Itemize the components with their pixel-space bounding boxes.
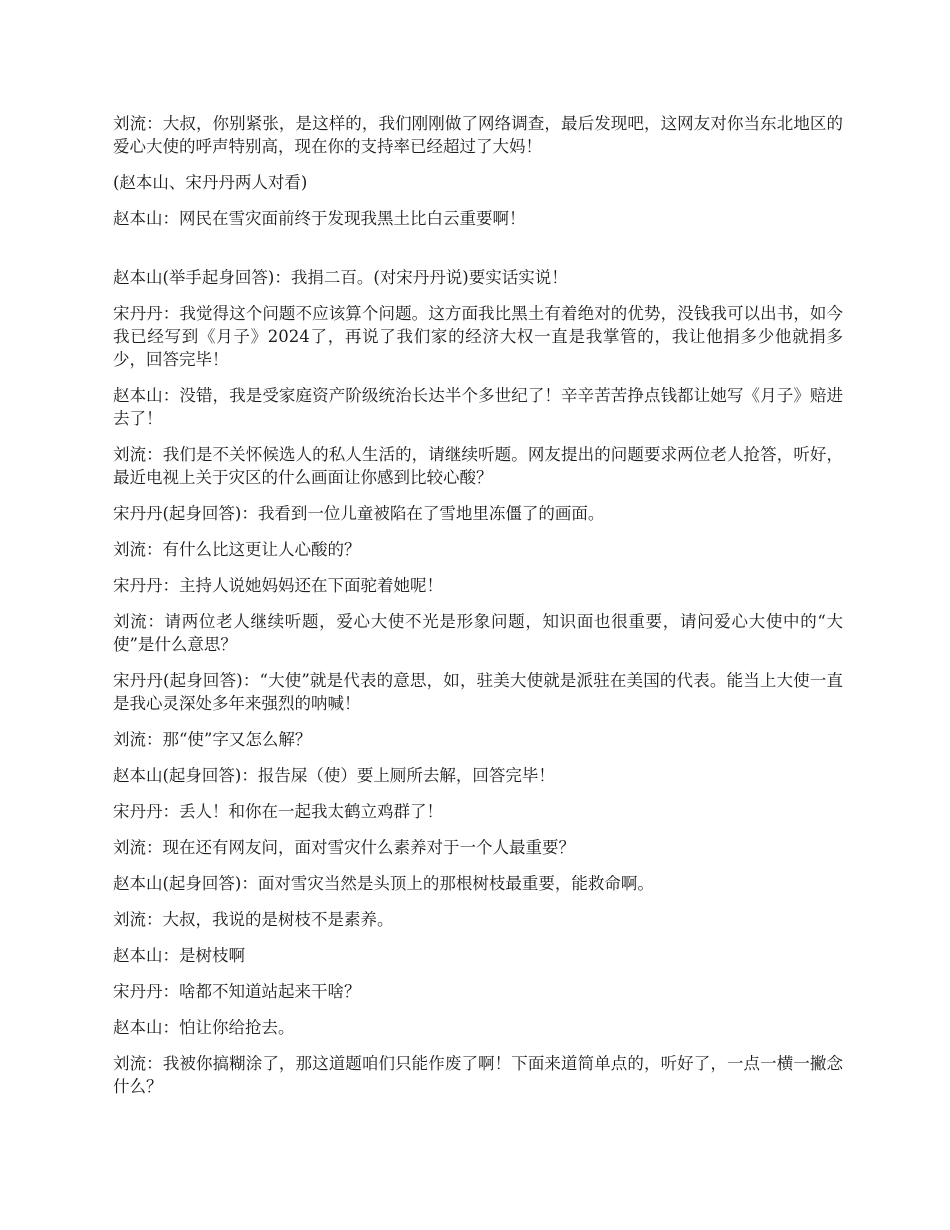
paragraph: 刘流：请两位老人继续听题，爱心大使不光是形象问题，知识面也很重要，请问爱心大使中的“大使”是什么意思？ bbox=[113, 612, 843, 654]
paragraph: 宋丹丹：主持人说她妈妈还在下面驼着她呢！ bbox=[113, 576, 443, 595]
paragraph: 宋丹丹：啥都不知道站起来干啥？ bbox=[113, 982, 361, 1001]
paragraph: 赵本山(起身回答)：面对雪灾当然是头顶上的那根树枝最重要，能救命啊。 bbox=[113, 874, 654, 893]
paragraph: 赵本山：网民在雪灾面前终于发现我黑土比白云重要啊！ bbox=[113, 209, 526, 228]
paragraph: 刘流：那“使”字又怎么解？ bbox=[113, 730, 312, 749]
paragraph: 刘流：大叔，你别紧张，是这样的，我们刚刚做了网络调查，最后发现吧，这网友对你当东北地区的爱心大使的呼声特别高，现在你的支持率已经超过了大妈！ bbox=[113, 114, 843, 156]
paragraph: 赵本山(举手起身回答)：我捐二百。(对宋丹丹说)要实话实说！ bbox=[113, 268, 568, 287]
paragraph: 赵本山：是树枝啊 bbox=[113, 946, 245, 965]
paragraph: 刘流：我们是不关怀候选人的私人生活的，请继续听题。网友提出的问题要求两位老人抢答，听好，最近电视上关于灾区的什么画面让你感到比较心酸？ bbox=[113, 445, 843, 487]
paragraph: 宋丹丹(起身回答)：“大使”就是代表的意思，如，驻美大使就是派驻在美国的代表。能当上大使一直是我心灵深处多年来强烈的呐喊！ bbox=[113, 671, 843, 713]
paragraph: 刘流：大叔，我说的是树枝不是素养。 bbox=[113, 910, 394, 929]
stage-direction: (赵本山、宋丹丹两人对看) bbox=[113, 173, 308, 192]
paragraph: 赵本山：没错，我是受家庭资产阶级统治长达半个多世纪了！辛辛苦苦挣点钱都让她写《月子》赔进去了！ bbox=[113, 386, 843, 428]
paragraph: 宋丹丹：丢人！和你在一起我太鹤立鸡群了！ bbox=[113, 802, 443, 821]
paragraph: 赵本山(起身回答)：报告屎（使）要上厕所去解，回答完毕！ bbox=[113, 766, 555, 785]
paragraph: 刘流：有什么比这更让人心酸的？ bbox=[113, 540, 361, 559]
paragraph: 宋丹丹：我觉得这个问题不应该算个问题。这方面我比黑土有着绝对的优势，没钱我可以出书，如今我已经写到《月子》2024了，再说了我们家的经济大权一直是我掌管的，我让他捐多少他就捐多少，回答完毕！ bbox=[113, 304, 843, 369]
paragraph: 刘流：我被你搞糊涂了，那这道题咱们只能作废了啊！下面来道简单点的，听好了，一点一横一撇念什么？ bbox=[113, 1054, 843, 1096]
paragraph: 赵本山：怕让你给抢去。 bbox=[113, 1018, 295, 1037]
paragraph: 宋丹丹(起身回答)：我看到一位儿童被陷在了雪地里冻僵了的画面。 bbox=[113, 504, 605, 523]
document-body bbox=[113, 112, 843, 1111]
paragraph: 刘流：现在还有网友问，面对雪灾什么素养对于一个人最重要？ bbox=[113, 838, 575, 857]
